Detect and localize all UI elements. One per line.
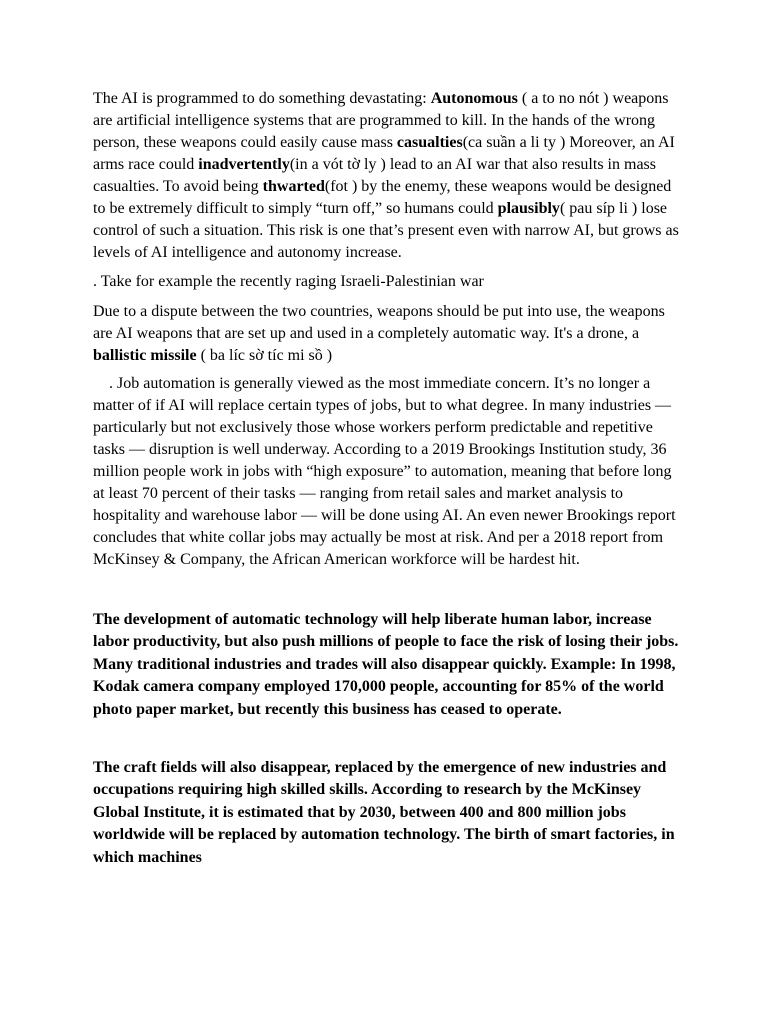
paragraph-automatic-technology: The development of automatic technology will help liberate human labor, increase labor productivity, but also push millions of people to face the risk of losing their jobs. Many traditional industries and trades will also disappear quickly. Example: In 1998, Kodak camera company employed 170,000 people, accounting for 85% of the world photo paper market, but recently this business has ceased to operate. <box>93 611 679 718</box>
term-thwarted: thwarted <box>262 178 325 195</box>
term-autonomous: Autonomous <box>430 90 518 107</box>
p1-run: (ca suần a li ty ) Moreover, an AI arms race could <box>93 134 675 173</box>
term-ballistic-missile: ballistic missile <box>93 347 197 364</box>
p1-run: The AI is programmed to do something devastating: <box>93 90 431 107</box>
p3-run: ( ba líc sờ tíc mi sồ ) <box>196 347 333 364</box>
paragraph-autonomous-weapons <box>93 88 679 264</box>
p1-run: ( a to no nót ) weapons are artificial intelligence systems that are programmed to kill. In the hands of the wrong person, these weapons could easily cause mass <box>93 90 669 151</box>
term-inadvertently: inadvertently <box>198 156 290 173</box>
p1-run: (in a vót tờ ly ) lead to an AI war that also results in mass casualties. To avoid being <box>93 156 656 195</box>
term-plausibly: plausibly <box>497 200 560 217</box>
paragraph-israeli-palestinian-example: . Take for example the recently raging Israeli-Palestinian war <box>93 273 484 290</box>
p1-run: ( pau síp li ) lose control of such a situation. This risk is one that’s present even with narrow AI, but grows as levels of AI intelligence and autonomy increase. <box>93 200 679 261</box>
paragraph-job-automation: . Job automation is generally viewed as the most immediate concern. It’s no longer a matter of if AI will replace certain types of jobs, but to what degree. In many industries — particularly but not exclusively those whose workers perform predictable and repetitive tasks — disruption is well underway. According to a 2019 Brookings Institution study, 36 million people work in jobs with “high exposure” to automation, meaning that before long at least 70 percent of their tasks — ranging from retail sales and market analysis to hospitality and warehouse labor — will be done using AI. An even newer Brookings report concludes that white collar jobs may actually be most at risk. And per a 2018 report from McKinsey & Company, the African American workforce will be hardest hit. <box>93 375 676 568</box>
document-page <box>93 88 679 869</box>
p1-run: (fot ) by the enemy, these weapons would be designed to be extremely difficult to simply “turn off,” so humans could <box>93 178 672 217</box>
paragraph-craft-fields: The craft fields will also disappear, replaced by the emergence of new industries and occupations requiring high skilled skills. According to research by the McKinsey Global Institute, it is estimated that by 2030, between 400 and 800 million jobs worldwide will be replaced by automation technology. The birth of smart factories, in which machines <box>93 759 675 866</box>
p3-run: Due to a dispute between the two countries, weapons should be put into use, the weapons are AI weapons that are set up and used in a completely automatic way. It's a drone, a <box>93 303 665 342</box>
term-casualties: casualties <box>396 134 463 151</box>
paragraph-dispute-drone <box>93 301 679 367</box>
